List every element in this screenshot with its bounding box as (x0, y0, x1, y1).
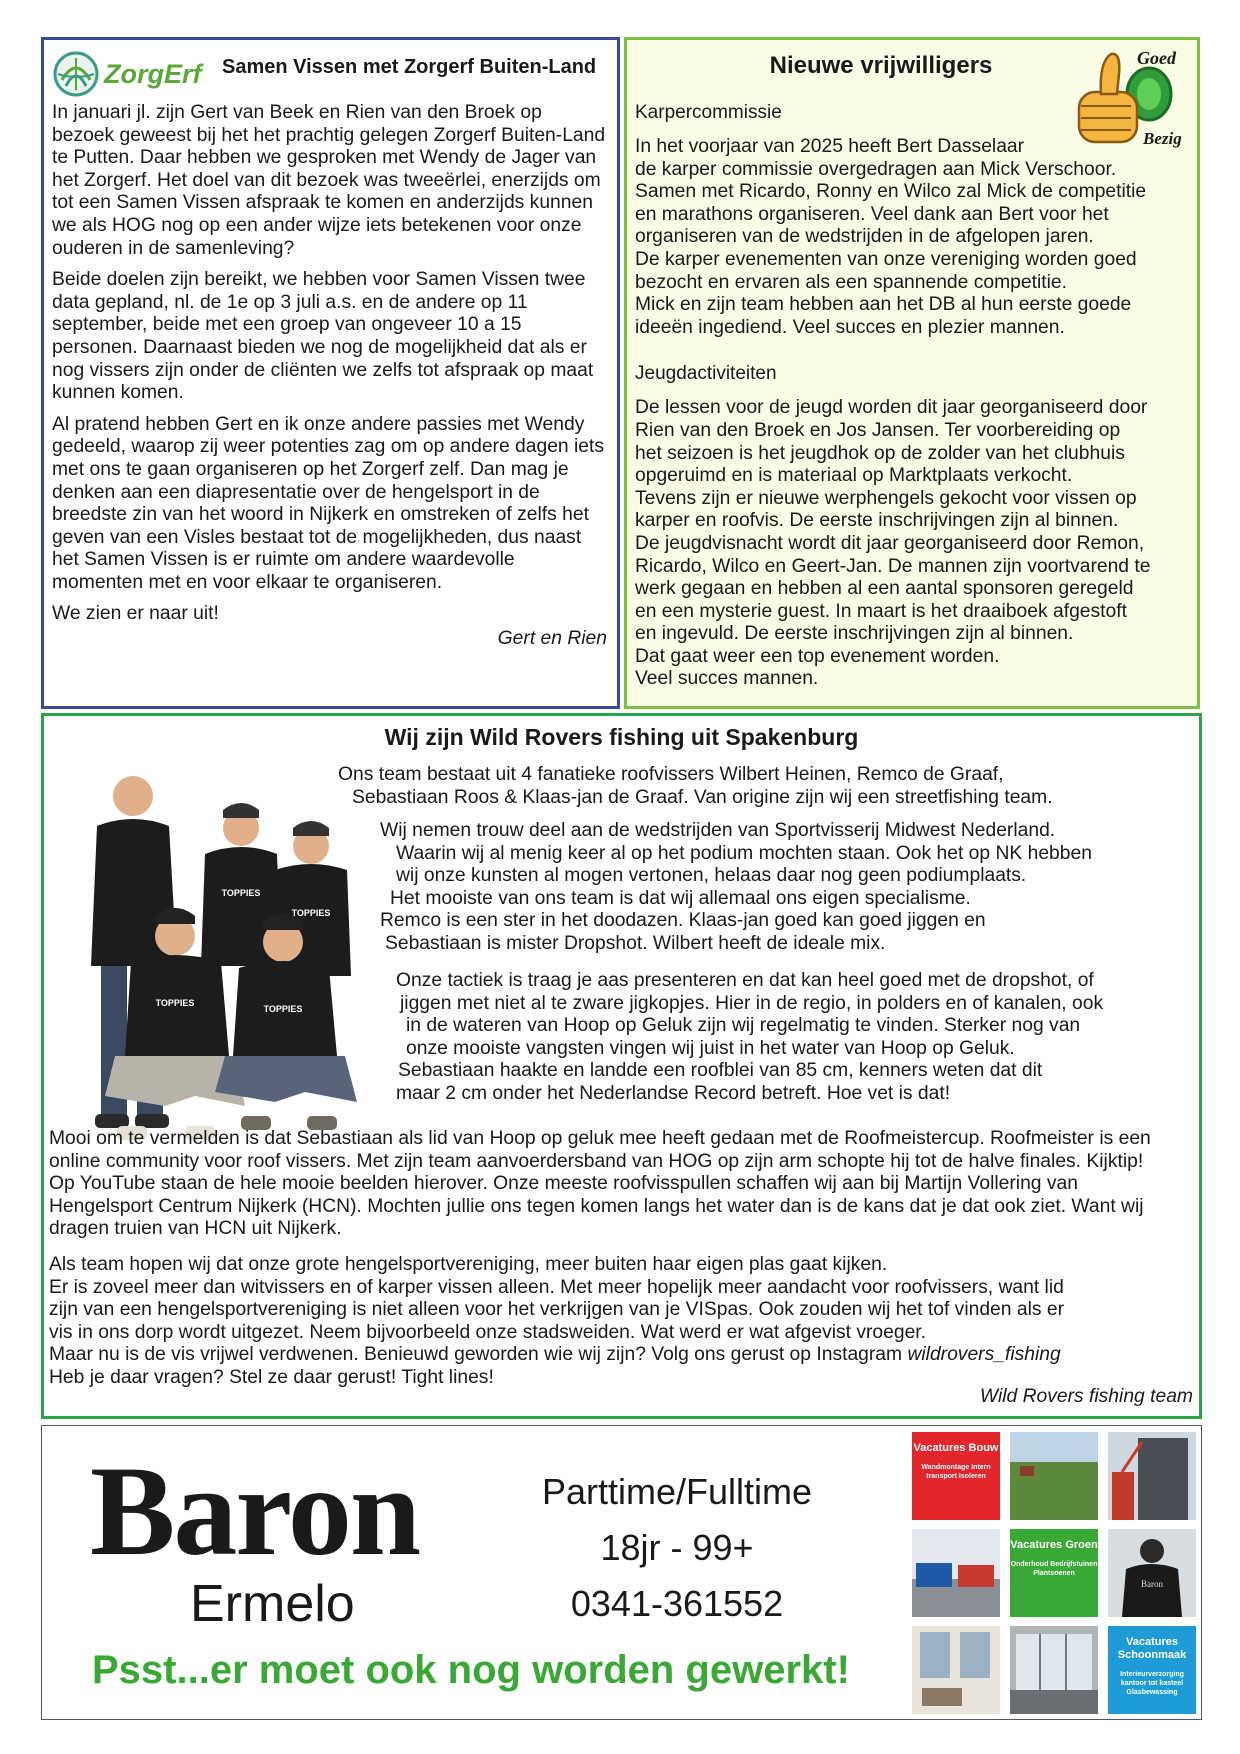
karper-line: organiseren van de wedstrijden in de afgelopen jaren. (635, 226, 1094, 248)
baron-info (512, 1464, 842, 1632)
vacatures-groen-subtitle: Onderhoud Bedrijfstuinen Plantsoenen (1010, 1561, 1098, 1577)
vacatures-schoonmaak-tile (1108, 1626, 1196, 1714)
block2-line: Sebastiaan is mister Dropshot. Wilbert heeft de ideale mix. (385, 932, 886, 954)
vacature-grid (912, 1432, 1200, 1714)
wildrovers-block-3 (396, 970, 1103, 1106)
zorgerf-title: Samen Vissen met Zorgerf Buiten-Land (222, 55, 597, 78)
baron-advertisement (41, 1425, 1202, 1720)
jeugd-line: en ingevuld. De eerste inschrijvingen zijn al binnen. (635, 623, 1074, 645)
baron-brand: Baron (90, 1440, 420, 1582)
vacatures-groen-tile (1010, 1529, 1098, 1617)
wildrovers-signature: Wild Rovers fishing team (979, 1386, 1193, 1407)
intro-line: Sebastiaan Roos & Klaas-jan de Graaf. Van origine zijn wij een streetfishing team. (352, 786, 1053, 808)
badge-bezig-text: Bezig (1143, 129, 1182, 148)
zorgerf-article (41, 37, 620, 709)
para5-line: zijn van een hengelsportvereniging is niet alleen voor het verkrijgen van je VISpas. Ook zouden wij het tof vinden als er (49, 1299, 1065, 1321)
vacatures-schoonmaak-subtitle: Interieurverzorging kantoor tot kasteel Glasbewassing (1120, 1671, 1184, 1696)
interior-photo-tile (912, 1626, 1000, 1714)
block2-line: Remco is een ster in het doodazen. Klaas-jan goed kan goed jiggen en (380, 910, 986, 932)
zorgerf-paragraph-2: Beide doelen zijn bereikt, we hebben voor Samen Vissen twee data gepland, nl. de 1e op 3 juli a.s. en de andere op 11 september, beide met een groep van ongeveer 10 a 15 personen. Daarnaast bieden we nog de mogelijkheid dat als er nog vissers zijn onder de cliënten we zelfs tot afspraak op maat kunnen komen. (52, 269, 594, 404)
trucks-photo (912, 1529, 1000, 1617)
block2-line: wij onze kunsten al mogen vertonen, helaas daar nog geen podiumplaats. (396, 865, 1027, 887)
zorgerf-paragraph-4: We zien er naar uit! (52, 603, 219, 625)
block3-line: onze mooiste vangsten vingen wij juist in het water van Hoop op Geluk. (406, 1037, 1015, 1059)
karper-line: de karper commissie overgedragen aan Mick Verschoor. (635, 158, 1117, 180)
team-photo-illustration (45, 766, 403, 1168)
jeugd-line: Ricardo, Wilco en Geert-Jan. De mannen zijn voortvarend te (635, 555, 1151, 577)
block3-line: jiggen met niet al te zware jigkopjes. Hier in de regio, in polders en of kanalen, ook (400, 992, 1104, 1014)
worker-photo-tile (1108, 1529, 1196, 1617)
zorgerf-globe-icon (52, 50, 100, 98)
vacatures-bouw-tile (912, 1432, 1000, 1520)
wildrovers-title: Wij zijn Wild Rovers fishing uit Spakenburg (384, 724, 859, 750)
jeugd-line: Dat gaat weer een top evenement worden. (635, 645, 1000, 667)
para5-line-prefix: Maar nu is de vis vrijwel verdwenen. Benieuwd geworden wie wij zijn? Volg ons gerust op Instagram (49, 1344, 908, 1366)
baron-slogan: Psst...er moet ook nog worden gewerkt! (92, 1648, 850, 1692)
jeugd-line: Veel succes mannen. (635, 668, 819, 690)
karpercommissie-heading: Karpercommissie (635, 102, 782, 123)
karper-line: bezocht en ervaren als een spannende competitie. (635, 271, 1067, 293)
zorgerf-paragraph-1: In januari jl. zijn Gert van Beek en Rien van den Broek op bezoek geweest bij het het prachtig gelegen Zorgerf Buiten-Land te Putten. Daar hebben we gesproken met Wendy de Jager van het Zorgerf. Het doel van dit bezoek was tweeërlei, enerzijds om tot een Samen Vissen afspraak te komen en anderzijds kunnen we als HOG nog op een ander wijze iets betekenen voor onze ouderen in de samenleving? (52, 102, 606, 259)
jeugd-line: Rien van den Broek en Jos Jansen. Ter voorbereiding op (635, 419, 1121, 441)
wildrovers-intro (338, 764, 1053, 809)
vrijwilligers-title: Nieuwe vrijwilligers (769, 52, 993, 79)
office-photo (1010, 1626, 1098, 1714)
thumbs-up-icon (1071, 44, 1189, 152)
zorgerf-paragraph-3: Al pratend hebben Gert en ik onze andere passies met Wendy gedeeld, waarop zij weer potenties zag om op andere dagen iets met ons te gaan organiseren op het Zorgerf zelf. Dan mag je denken aan een diapresentatie over de hengelsport in de breedste zin van het woord in Nijkerk en omstreken of zelfs het geven van een Visles bestaat tot de mogelijkheden, dus naast het Samen Vissen is er ruimte om andere waardevolle momenten met en voor elkaar te organiseren. (52, 413, 605, 593)
shirt-logo-text: TOPPIES (291, 908, 331, 918)
karper-line: De karper evenementen van onze vereniging worden goed (635, 248, 1137, 270)
wildrovers-article (41, 713, 1202, 1419)
block3-line: in de wateren van Hoop op Geluk zijn wij regelmatig te vinden. Sterker nog van (406, 1015, 1081, 1037)
interior-photo (912, 1626, 1000, 1714)
jacket-baron-text: Baron (1141, 1579, 1163, 1589)
intro-line: Ons team bestaat uit 4 fanatieke roofvissers Wilbert Heinen, Remco de Graaf, (338, 764, 1004, 785)
vacatures-bouw-title: Vacatures Bouw (913, 1442, 999, 1454)
baron-phone: 0341-361552 (570, 1583, 784, 1624)
jeugdactiviteiten-text (635, 397, 1187, 691)
block2-line: Waarin wij al menig keer al op het podium mochten staan. Ook het op NK hebben (396, 842, 1092, 864)
shirt-logo-text: TOPPIES (155, 998, 195, 1008)
shirt-logo-text: TOPPIES (263, 1004, 303, 1014)
baron-city: Ermelo (190, 1575, 355, 1633)
wildrovers-paragraph-4: Mooi om te vermelden is dat Sebastiaan als lid van Hoop op geluk mee heeft gedaan met de Roofmeistercup. Roofmeister is een online community voor roof vissers. Met zijn team aanvoerdersband van HOG op zijn arm schopte hij tot de halve finales. Kijktip! Op YouTube staan de hele mooie beelden hierover. Onze meeste roofvisspullen schaffen wij aan bij Martijn Vollering van Hengelsport Centrum Nijkerk (HCN). Mochten jullie ons tegen komen langs het water dan is de kans dat je dat ook ziet. Want wij dragen truien van HCN uit Nijkerk. (49, 1128, 1151, 1240)
instagram-handle[interactable]: wildrovers_fishing (907, 1344, 1061, 1366)
zorgerf-logo-text: ZorgErf (104, 58, 202, 89)
karper-line: Samen met Ricardo, Ronny en Wilco zal Mick de competitie (635, 181, 1147, 203)
para5-line: Als team hopen wij dat onze grote hengelsportvereniging, meer buiten haar eigen plas gaat kijken. (49, 1254, 888, 1275)
zorgerf-logo (52, 50, 212, 98)
baron-age: 18jr - 99+ (600, 1527, 754, 1568)
para5-line: vis in ons dorp wordt uitgezet. Neem bijvoorbeeld onze stadsweiden. Wat werd er wat afgevist vroeger. (49, 1321, 927, 1343)
block3-line: Onze tactiek is traag je aas presenteren en dat kan heel goed met de dropshot, of (396, 970, 1094, 991)
badge-goed-text: Goed (1137, 48, 1176, 68)
zorgerf-signature: Gert en Rien (497, 628, 607, 650)
karper-line: Mick en zijn team hebben aan het DB al hun eerste goede (635, 294, 1132, 316)
vrijwilligers-article (624, 37, 1200, 709)
jeugdactiviteiten-heading: Jeugdactiviteiten (635, 363, 777, 385)
block2-line: Wij nemen trouw deel aan de wedstrijden van Sportvisserij Midwest Nederland. (380, 820, 1056, 841)
jeugd-line: opgeruimd en is materiaal op Marktplaats verkocht. (635, 465, 1073, 487)
block2-line: Het mooiste van ons team is dat wij allemaal ons eigen specialisme. (390, 887, 971, 909)
para5-line: Heb je daar vragen? Stel ze daar gerust! Tight lines! (49, 1366, 494, 1388)
jeugd-line: werk gegaan en hebben al een aantal sponsoren geregeld (635, 578, 1134, 600)
karpercommissie-text (635, 136, 1187, 339)
jeugd-line: Tevens zijn er nieuwe werphengels gekocht voor vissen op (635, 487, 1137, 509)
jeugd-line: en een mysterie guest. In maart is het draaiboek afgestoft (635, 600, 1127, 622)
grass-photo (1010, 1432, 1098, 1520)
goed-bezig-badge (1071, 44, 1189, 152)
wildrovers-paragraph-5 (49, 1254, 1169, 1390)
construction-photo (1108, 1432, 1196, 1520)
jeugd-line: De jeugdvisnacht wordt dit jaar georganiseerd door Remon, (635, 532, 1145, 554)
para5-instagram-line (49, 1344, 1169, 1367)
construction-photo-tile (1108, 1432, 1196, 1520)
jeugd-line: De lessen voor de jeugd worden dit jaar georganiseerd door (635, 397, 1148, 419)
trucks-photo-tile (912, 1529, 1000, 1617)
worker-photo (1108, 1529, 1196, 1617)
wildrovers-block-2 (380, 820, 1092, 956)
vacatures-schoonmaak-title: Vacatures Schoonmaak (1117, 1636, 1187, 1661)
baron-hours: Parttime/Fulltime (541, 1471, 813, 1512)
block3-line: Sebastiaan haakte en landde een roofblei van 85 cm, kenners weten dat dit (398, 1060, 1043, 1082)
vacatures-groen-title: Vacatures Groen (1010, 1539, 1098, 1551)
karper-line: In het voorjaar van 2025 heeft Bert Dasselaar (635, 136, 1025, 157)
jeugd-line: het seizoen is het jeugdhok op de zolder van het clubhuis (635, 442, 1125, 464)
jeugd-line: karper en roofvis. De eerste inschrijvingen zijn al binnen. (635, 510, 1119, 532)
grass-photo-tile (1010, 1432, 1098, 1520)
zorgerf-body (52, 102, 607, 626)
shirt-logo-text: TOPPIES (221, 888, 261, 898)
para5-line: Er is zoveel meer dan witvissers en of karper vissen alleen. Met meer hopelijk meer aandacht voor roofvissers, want lid (49, 1276, 1064, 1298)
karper-line: en marathons organiseren. Veel dank aan Bert voor het (635, 203, 1109, 225)
vacatures-bouw-subtitle: Wandmontage Intern transport Isoleren (921, 1464, 991, 1480)
team-photo (45, 766, 403, 1168)
block3-line: maar 2 cm onder het Nederlandse Record betreft. Hoe vet is dat! (396, 1082, 951, 1104)
karper-line: ideeën ingediend. Veel succes en plezier mannen. (635, 316, 1065, 338)
office-photo-tile (1010, 1626, 1098, 1714)
zorgerf-header (52, 48, 607, 100)
